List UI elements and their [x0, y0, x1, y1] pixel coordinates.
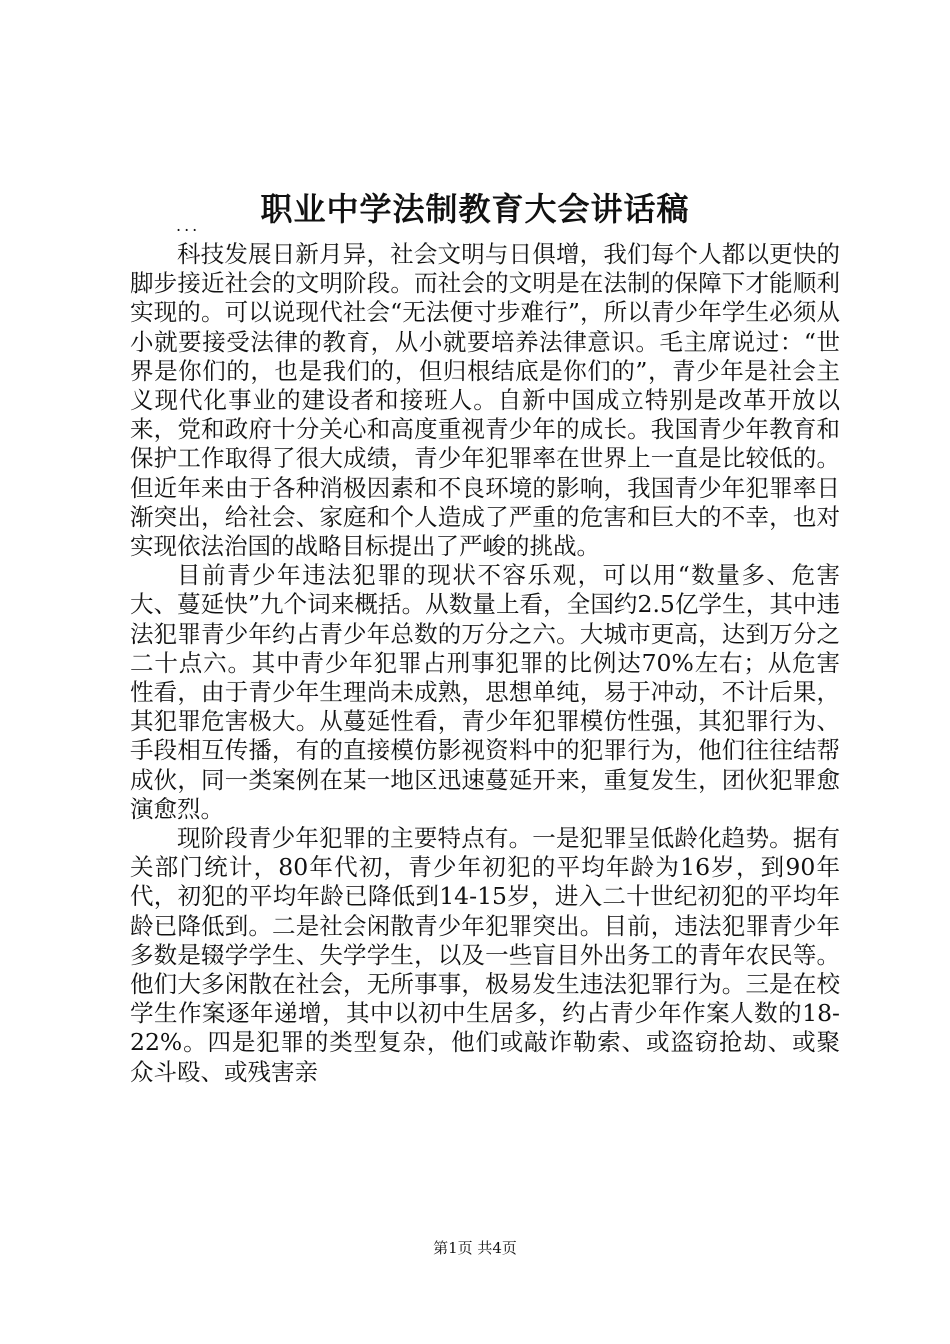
document-body	[130, 240, 840, 1087]
document-title: 职业中学法制教育大会讲话稿	[260, 190, 690, 228]
paragraph: 科技发展日新月异，社会文明与日俱增，我们每个人都以更快的脚步接近社会的文明阶段。而社会的文明是在法制的保障下才能顺利实现的。可以说现代社会“无法便寸步难行”，所以青少年学生必须从小就要接受法律的教育，从小就要培养法律意识。毛主席说过：“世界是你们的，也是我们的，但归根结底是你们的”，青少年是社会主义现代化事业的建设者和接班人。自新中国成立特别是改革开放以来，党和政府十分关心和高度重视青少年的成长。我国青少年教育和保护工作取得了很大成绩，青少年犯罪率在世界上一直是比较低的。但近年来由于各种消极因素和不良环境的影响，我国青少年犯罪率日渐突出，给社会、家庭和个人造成了严重的危害和巨大的不幸，也对实现依法治国的战略目标提出了严峻的挑战。	[130, 240, 840, 561]
paragraph: 现阶段青少年犯罪的主要特点有。一是犯罪呈低龄化趋势。据有关部门统计，80年代初，青少年初犯的平均年龄为16岁，到90年代，初犯的平均年龄已降低到14-15岁，进入二十世纪初犯的平均年龄已降低到。二是社会闲散青少年犯罪突出。目前，违法犯罪青少年多数是辍学学生、失学学生，以及一些盲目外出务工的青年农民等。他们大多闲散在社会，无所事事，极易发生违法犯罪行为。三是在校学生作案逐年递增，其中以初中生居多，约占青少年作案人数的18-22%。四是犯罪的类型复杂，他们或敲诈勒索、或盗窃抢劫、或聚众斗殴、或残害亲	[130, 824, 840, 1086]
paragraph: 目前青少年违法犯罪的现状不容乐观，可以用“数量多、危害大、蔓延快”九个词来概括。从数量上看，全国约2.5亿学生，其中违法犯罪青少年约占青少年总数的万分之六。大城市更高，达到万分之二十点六。其中青少年犯罪占刑事犯罪的比例达70%左右；从危害性看，由于青少年生理尚未成熟，思想单纯，易于冲动，不计后果，其犯罪危害极大。从蔓延性看，青少年犯罪模仿性强，其犯罪行为、手段相互传播，有的直接模仿影视资料中的犯罪行为，他们往往结帮成伙，同一类案例在某一地区迅速蔓延开来，重复发生，团伙犯罪愈演愈烈。	[130, 561, 840, 823]
page-footer: 第1页 共4页	[433, 1239, 517, 1257]
ellipsis-marker: ...	[176, 216, 201, 235]
